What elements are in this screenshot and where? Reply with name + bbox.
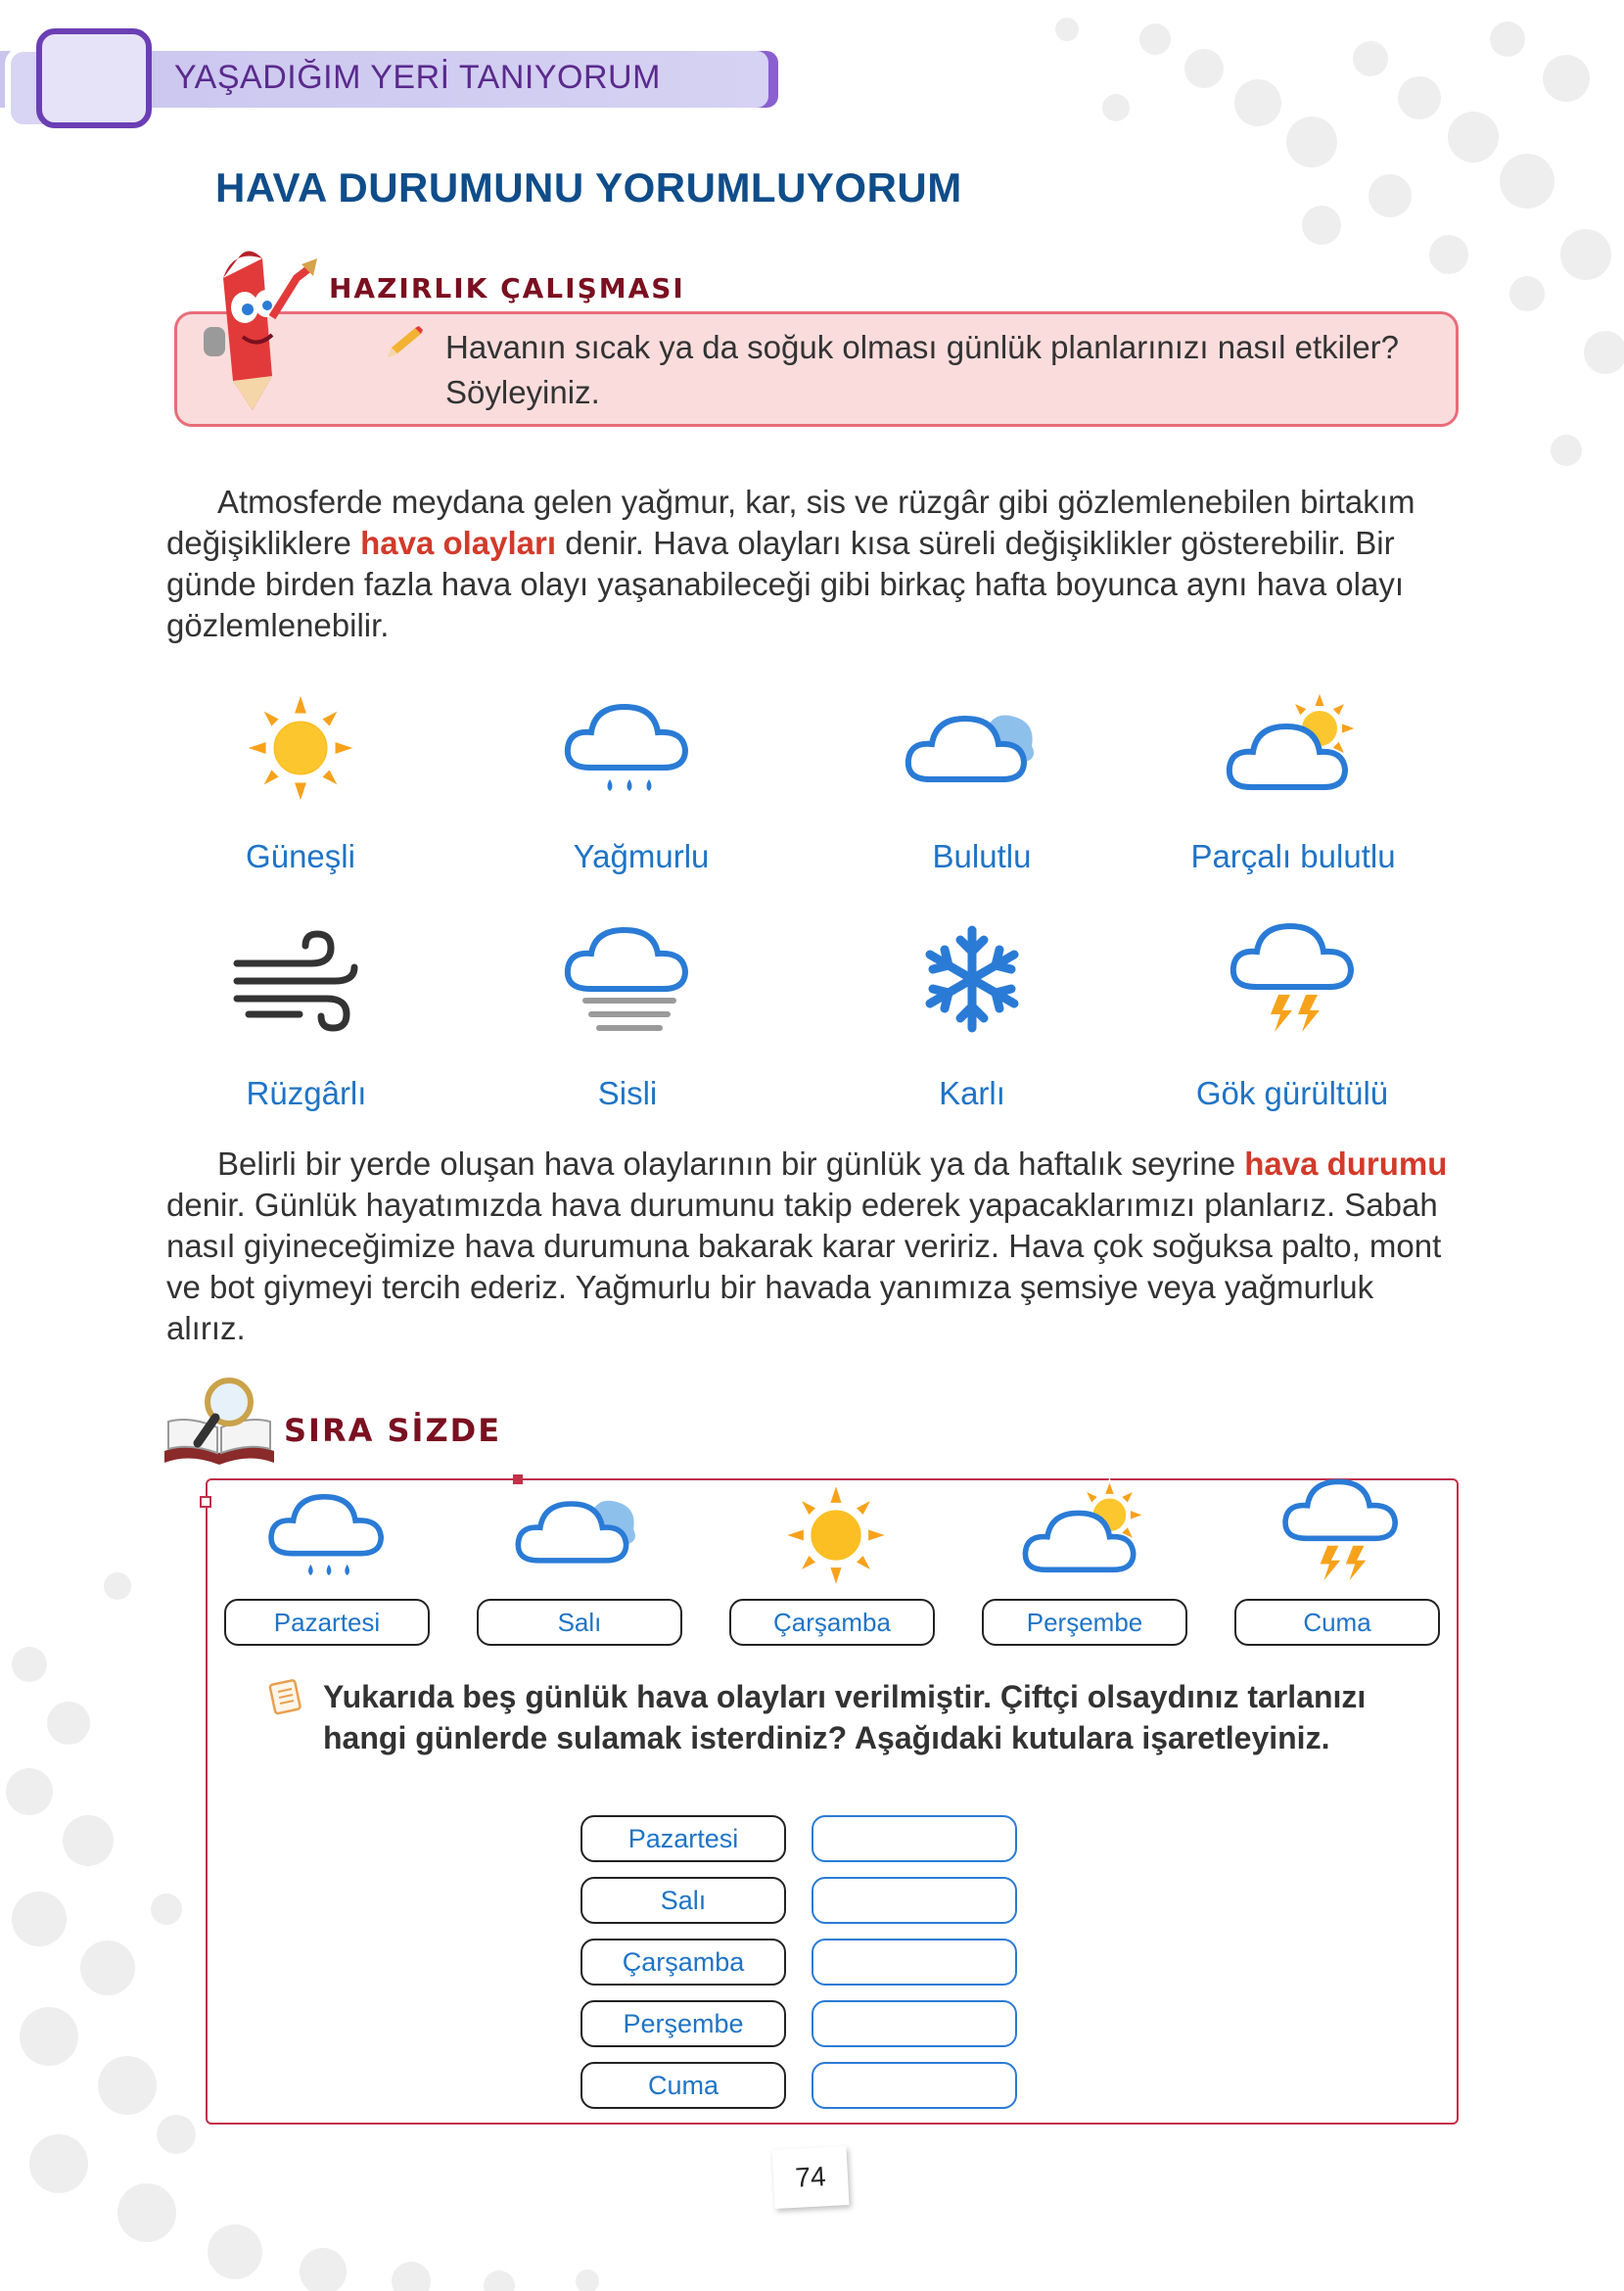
checklist-label-pazartesi: Pazartesi [580,1815,786,1862]
label-karli: Karlı [939,1075,1005,1111]
sun-icon [227,689,374,807]
thunderstorm-icon [1275,1474,1412,1584]
intro-text-1: Atmosferde meydana gelen yağmur, kar, sis ve rüzgâr gibi gözlemlenebilen birtakım değişikliklere [166,484,1415,561]
cloud-icon [511,1476,648,1586]
day-label-carsamba: Çarşamba [729,1599,935,1646]
day-label-pazartesi: Pazartesi [224,1599,430,1646]
checklist-label-sali: Salı [580,1877,786,1924]
activity-question: Yukarıda beş günlük hava olayları verilmiştir. Çiftçi olsaydınız tarlanızı hangi günlerde sulamak isterdiniz? Aşağıdaki kutulara işaretleyiniz. [323,1679,1367,1755]
day-label-cuma: Cuma [1234,1599,1440,1646]
page-number: 74 [771,2146,849,2209]
thunderstorm-icon [1222,918,1369,1036]
forecast-text-2: denir. Günlük hayatımızda hava durumunu takip ederek yapacaklarımızı planlarız. Sabah nasıl giyineceğimize hava durumuna bakarak karar veririz. Hava çok soğuksa palto, mont ve bot giymeyi tercih ederiz. Yağmurlu bir havada yanımıza şemsiye veya yağmurluk alırız. [166,1187,1442,1346]
label-parcali-bulutlu: Parçalı bulutlu [1190,838,1396,874]
activity-heading: SIRA SİZDE [284,1412,502,1449]
partly-cloudy-icon [1020,1478,1157,1588]
cloud-icon [901,689,1047,807]
day-label-sali: Salı [477,1599,682,1646]
checkbox-persembe[interactable] [812,2000,1017,2047]
label-gunesli: Güneşli [246,838,355,874]
label-ruzgarli: Rüzgârlı [246,1075,367,1111]
checklist-label-persembe: Perşembe [580,2000,786,2047]
forecast-text-1: Belirli bir yerde oluşan hava olaylarının bir günlük ya da haftalık seyrine [217,1146,1245,1182]
forecast-paragraph [166,1144,1457,1349]
intro-paragraph [166,482,1457,646]
pencil-mascot-icon [194,239,321,415]
fog-icon [556,924,703,1042]
label-sisli: Sisli [597,1075,658,1111]
partly-cloudy-icon [1224,689,1370,807]
checkbox-sali[interactable] [812,1877,1017,1924]
frame-corner-marker [200,1496,211,1508]
wind-icon [225,924,372,1042]
term-hava-durumu: hava durumu [1244,1146,1448,1182]
rain-cloud-icon [260,1480,397,1590]
page-title: HAVA DURUMUNU YORUMLUYORUM [215,164,962,210]
label-bulutlu: Bulutlu [932,838,1032,874]
folder-tab-icon [0,18,166,135]
checklist-label-cuma: Cuma [580,2062,786,2109]
label-yagmurlu: Yağmurlu [573,838,710,874]
rain-cloud-icon [556,689,703,807]
day-label-persembe: Perşembe [982,1599,1187,1646]
term-hava-olaylari: hava olayları [360,525,557,561]
preparation-heading: HAZIRLIK ÇALIŞMASI [329,272,685,304]
unit-title: YAŞADIĞIM YERİ TANIYORUM [174,59,661,96]
checkbox-carsamba[interactable] [812,1939,1017,1986]
pencil-icon [382,326,425,361]
book-magnifier-icon [161,1373,278,1471]
checkbox-cuma[interactable] [812,2062,1017,2109]
checklist-label-carsamba: Çarşamba [580,1939,786,1986]
snowflake-icon [899,920,1045,1038]
sun-icon [767,1480,905,1590]
clipboard-icon [266,1676,305,1715]
checkbox-pazartesi[interactable] [812,1815,1017,1862]
label-gok-gurultulu: Gök gürültülü [1195,1075,1389,1111]
intro-text-2: denir. Hava olayları kısa süreli değişiklikler gösterebilir. Bir günde birden fazla hava olayı yaşanabileceği gibi birkaç hafta boyunca aynı hava olayı gözlemlenebilir. [166,525,1405,643]
preparation-question: Havanın sıcak ya da soğuk olması günlük planlarınızı nasıl etkiler? Söyleyiniz. [445,329,1400,410]
